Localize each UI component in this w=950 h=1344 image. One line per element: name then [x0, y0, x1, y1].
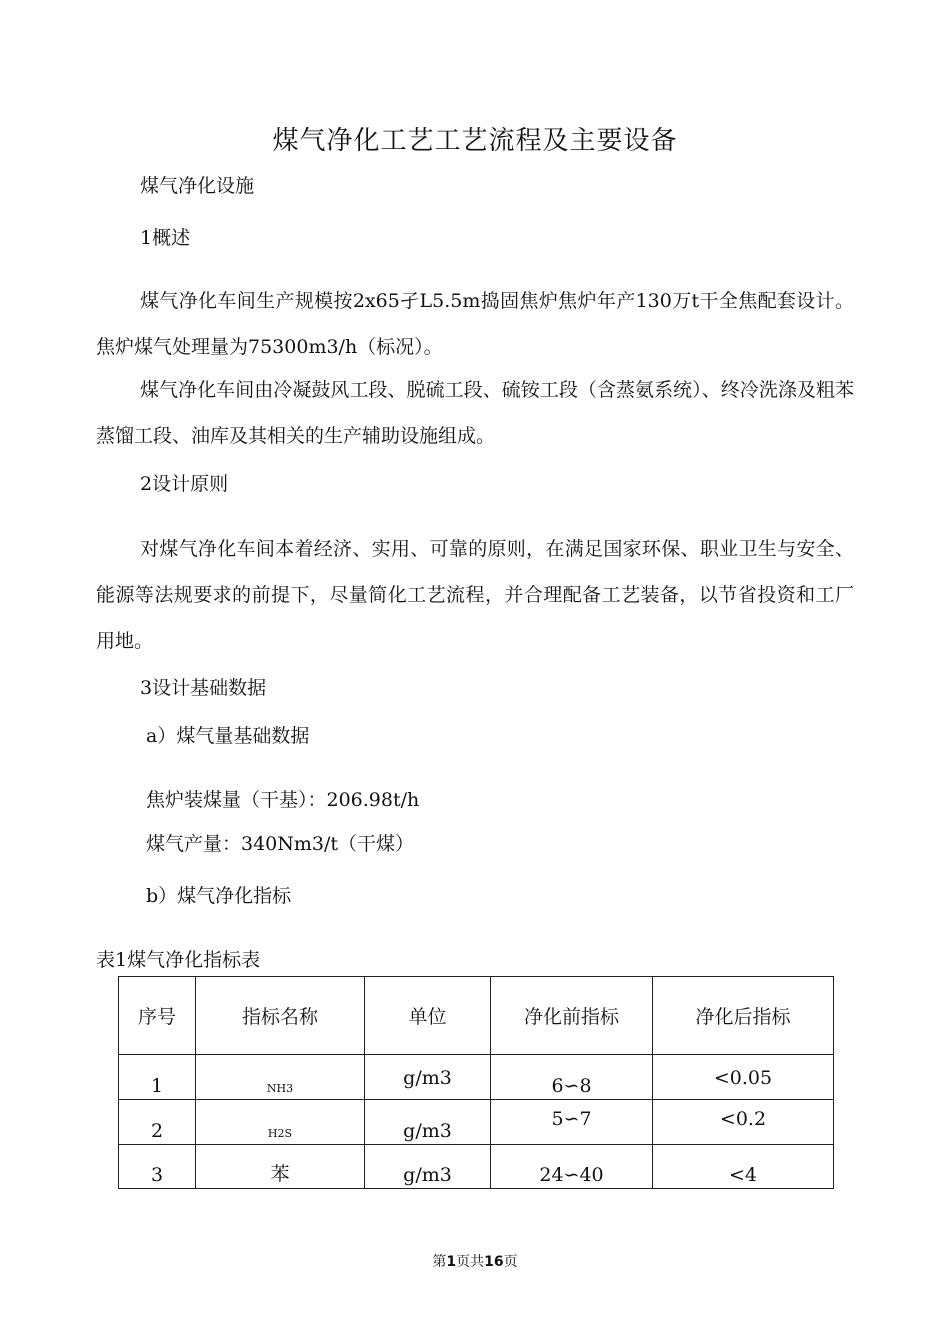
paragraph-sections: 煤气净化车间由冷凝鼓风工段、脱硫工段、硫铵工段（含蒸氨系统）、终冷洗涤及粗苯蒸馏工段、油库及其相关的生产辅助设施组成。 — [96, 379, 854, 447]
table-cell: 3 — [119, 1145, 196, 1189]
table-cell: 苯 — [196, 1145, 365, 1189]
subheading-gas-volume: a）煤气量基础数据 — [146, 725, 310, 747]
gas-output-line: 煤气产量：340Nm3/t（干煤） — [146, 833, 415, 855]
subheading-purification-index: b）煤气净化指标 — [146, 885, 292, 907]
table-cell: g/m3 — [365, 1145, 491, 1189]
table-cell: H2S — [196, 1100, 365, 1145]
header-cell: 净化后指标 — [653, 977, 834, 1055]
header-cell: 指标名称 — [196, 977, 365, 1055]
table-cell: g/m3 — [365, 1055, 491, 1100]
heading-design-principle: 2设计原则 — [140, 473, 229, 495]
page-title: 煤气净化工艺工艺流程及主要设备 — [272, 126, 678, 156]
footer-total-pages: 16 — [484, 1254, 504, 1270]
paragraph-principle: 对煤气净化车间本着经济、实用、可靠的原则，在满足国家环保、职业卫生与安全、能源等法规要求的前提下，尽量简化工艺流程，并合理配备工艺装备，以节省投资和工厂用地。 — [96, 538, 854, 652]
coal-charge-line: 焦炉装煤量（干基）：206.98t/h — [146, 789, 420, 811]
table-cell: <0.2 — [653, 1100, 834, 1145]
table-row — [119, 1145, 834, 1189]
page-footer — [0, 1251, 950, 1271]
table-cell: 2 — [119, 1100, 196, 1145]
section-heading: 煤气净化设施 — [140, 175, 255, 197]
table-row — [119, 1100, 834, 1145]
table-cell: <4 — [653, 1145, 834, 1189]
table-cell: g/m3 — [365, 1100, 491, 1145]
header-cell: 净化前指标 — [491, 977, 653, 1055]
table-cell: 5∽7 — [491, 1100, 653, 1145]
footer-prefix: 第 — [432, 1254, 447, 1270]
table-header-row — [119, 977, 834, 1055]
header-cell: 序号 — [119, 977, 196, 1055]
heading-base-data: 3设计基础数据 — [140, 677, 267, 699]
table-cell: 24∽40 — [491, 1145, 653, 1189]
paragraph-scale: 煤气净化车间生产规模按2x65孑L5.5m捣固焦炉焦炉年产130万t干全焦配套设计。焦炉煤气处理量为75300m3/h（标况）。 — [96, 290, 854, 358]
purification-index-table — [118, 976, 834, 1189]
footer-page-number: 1 — [446, 1254, 457, 1270]
table-cell: 6∽8 — [491, 1055, 653, 1100]
footer-suffix: 页 — [503, 1254, 518, 1270]
footer-middle: 页共 — [456, 1254, 485, 1270]
table-row — [119, 1055, 834, 1100]
heading-overview: 1概述 — [140, 227, 191, 249]
table-caption: 表1煤气净化指标表 — [96, 949, 261, 971]
table-cell: <0.05 — [653, 1055, 834, 1100]
table-cell: 1 — [119, 1055, 196, 1100]
table-cell: NH3 — [196, 1055, 365, 1100]
header-cell: 单位 — [365, 977, 491, 1055]
